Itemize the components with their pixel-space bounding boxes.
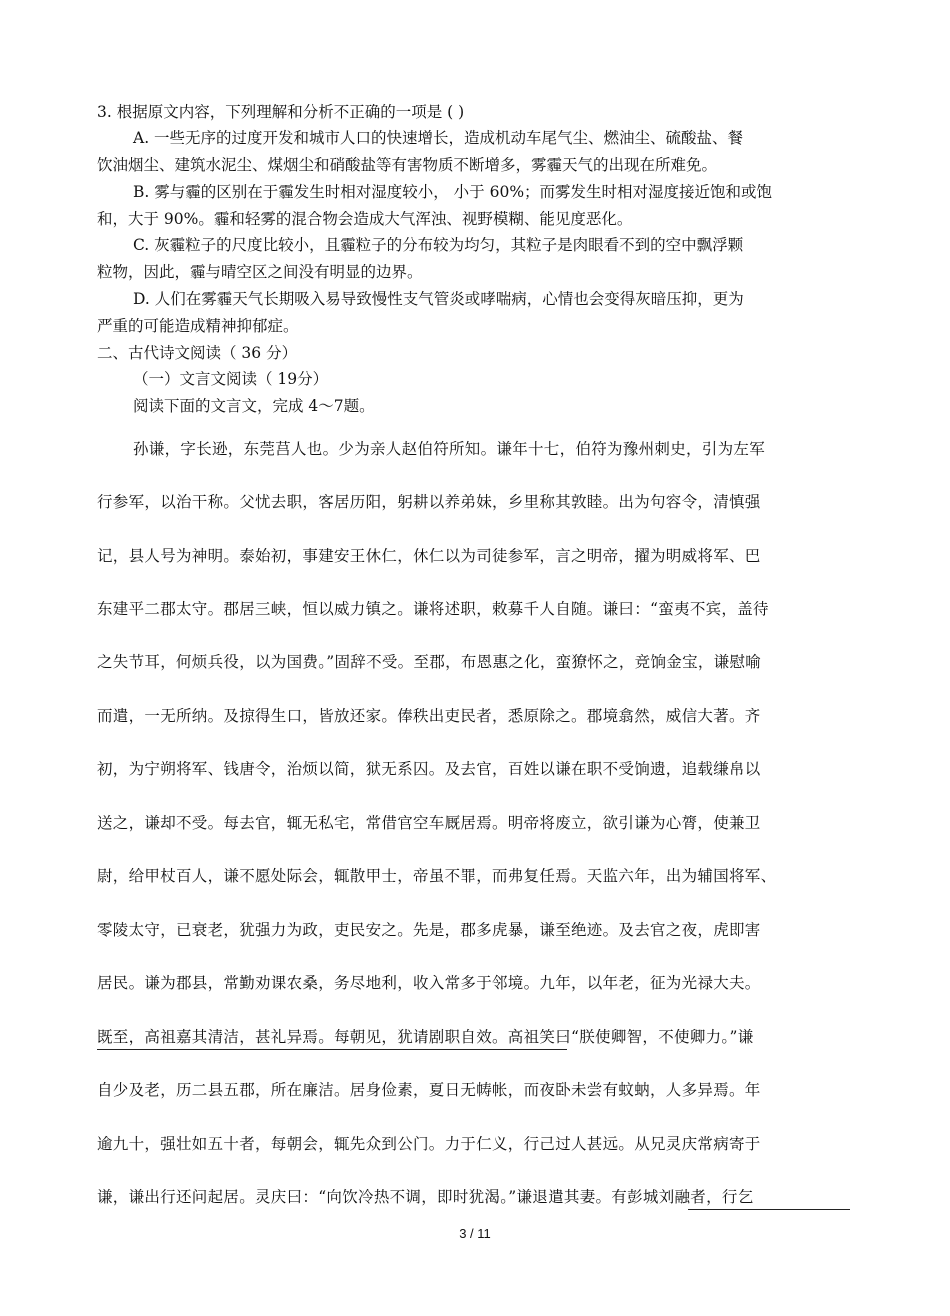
passage-line: 而遣，一无所纳。及掠得生口，皆放还家。俸秩出吏民者，悉原除之。郡境翕然，威信大著。齐 [97, 707, 761, 725]
passage-line: 自少及老，历二县五郡，所在廉洁。居身俭素，夏日无帱帐，而夜卧未尝有蚊蚋，人多异焉。年 [97, 1081, 761, 1099]
section-heading: 二、古代诗文阅读（ 36 分） [97, 344, 298, 362]
option-b-line-2: 和，大于 90%。霾和轻雾的混合物会造成大气浑浊、视野模糊、能见度恶化。 [97, 210, 633, 228]
passage-line: 孙谦，字长逊，东莞莒人也。少为亲人赵伯符所知。谦年十七，伯符为豫州刺史，引为左军 [133, 440, 766, 458]
passage-line: 行参军，以治干称。父忧去职，客居历阳，躬耕以养弟妹，乡里称其敦睦。出为句容令，清慎强 [97, 493, 761, 511]
passage-line: 零陵太守，已衰老，犹强力为政，吏民安之。先是，郡多虎暴，谦至绝迹。及去官之夜，虎即害 [97, 921, 761, 939]
passage-line: 之失节耳，何烦兵役，以为国费。”固辞不受。至郡，布恩惠之化，蛮獠怀之，竞饷金宝，谦慰喻 [97, 653, 762, 671]
passage-line: 初，为宁朔将军、钱唐令，治烦以简，狱无系囚。及去官，百姓以谦在职不受饷遗，追载缣帛以 [97, 760, 761, 778]
passage-line: 逾九十，强壮如五十者，每朝会，辄先众到公门。力于仁义，行己过人甚远。从兄灵庆常病寄于 [97, 1135, 761, 1153]
passage-line: 东建平二郡太守。郡居三峡，恒以威力镇之。谦将述职，敕募千人自随。谦曰：“蛮夷不宾，盖待 [97, 600, 769, 618]
section-subheading: （一）文言文阅读（ 19分） [133, 370, 329, 388]
option-a-line-1: A. 一些无序的过度开发和城市人口的快速增长，造成机动车尾气尘、燃油尘、硫酸盐、餐 [133, 129, 744, 147]
passage-line: 既至，高祖嘉其清洁，甚礼异焉。每朝见，犹请剧职自效。高祖笑曰“朕使卿智，不使卿力。”谦 [97, 1028, 754, 1046]
underline-mark [688, 1209, 850, 1210]
passage-line: 尉，给甲杖百人，谦不愿处际会，辄散甲士，帝虽不罪，而弗复任焉。天监六年，出为辅国将军、 [97, 867, 777, 885]
option-c-line-2: 粒物，因此，霾与晴空区之间没有明显的边界。 [97, 263, 423, 281]
option-d-line-2: 严重的可能造成精神抑郁症。 [97, 317, 299, 335]
option-a-line-2: 饮油烟尘、建筑水泥尘、煤烟尘和硝酸盐等有害物质不断增多，雾霾天气的出现在所难免。 [97, 156, 718, 174]
option-b-line-1: B. 雾与霾的区别在于霾发生时相对湿度较小， 小于 60%；而雾发生时相对湿度接近饱和或饱 [133, 183, 773, 201]
passage-line: 居民。谦为郡县，常勤劝课农桑，务尽地利，收入常多于邻境。九年，以年老，征为光禄大夫。 [97, 974, 761, 992]
option-c-line-1: C. 灰霾粒子的尺度比较小，且霾粒子的分布较为均匀，其粒子是肉眼看不到的空中飘浮颗 [133, 236, 744, 254]
passage-line: 谦，谦出行还问起居。灵庆曰：“向饮冷热不调，即时犹渴。”谦退遣其妻。有彭城刘融者，行乞 [97, 1188, 754, 1206]
page-number: 3 / 11 [459, 1226, 491, 1241]
underline-mark [97, 1049, 567, 1050]
option-d-line-1: D. 人们在雾霾天气长期吸入易导致慢性支气管炎或哮喘病，心情也会变得灰暗压抑，更为 [133, 290, 744, 308]
reading-instruction: 阅读下面的文言文，完成 4～7题。 [133, 397, 375, 415]
passage-line: 送之，谦却不受。每去官，辄无私宅，常借官空车厩居焉。明帝将废立，欲引谦为心膂，使兼卫 [97, 814, 761, 832]
passage-line: 记，县人号为神明。泰始初，事建安王休仁，休仁以为司徒参军，言之明帝，擢为明威将军、巴 [97, 547, 761, 565]
question-3-stem: 3. 根据原文内容，下列理解和分析不正确的一项是 ( ) [97, 103, 465, 121]
